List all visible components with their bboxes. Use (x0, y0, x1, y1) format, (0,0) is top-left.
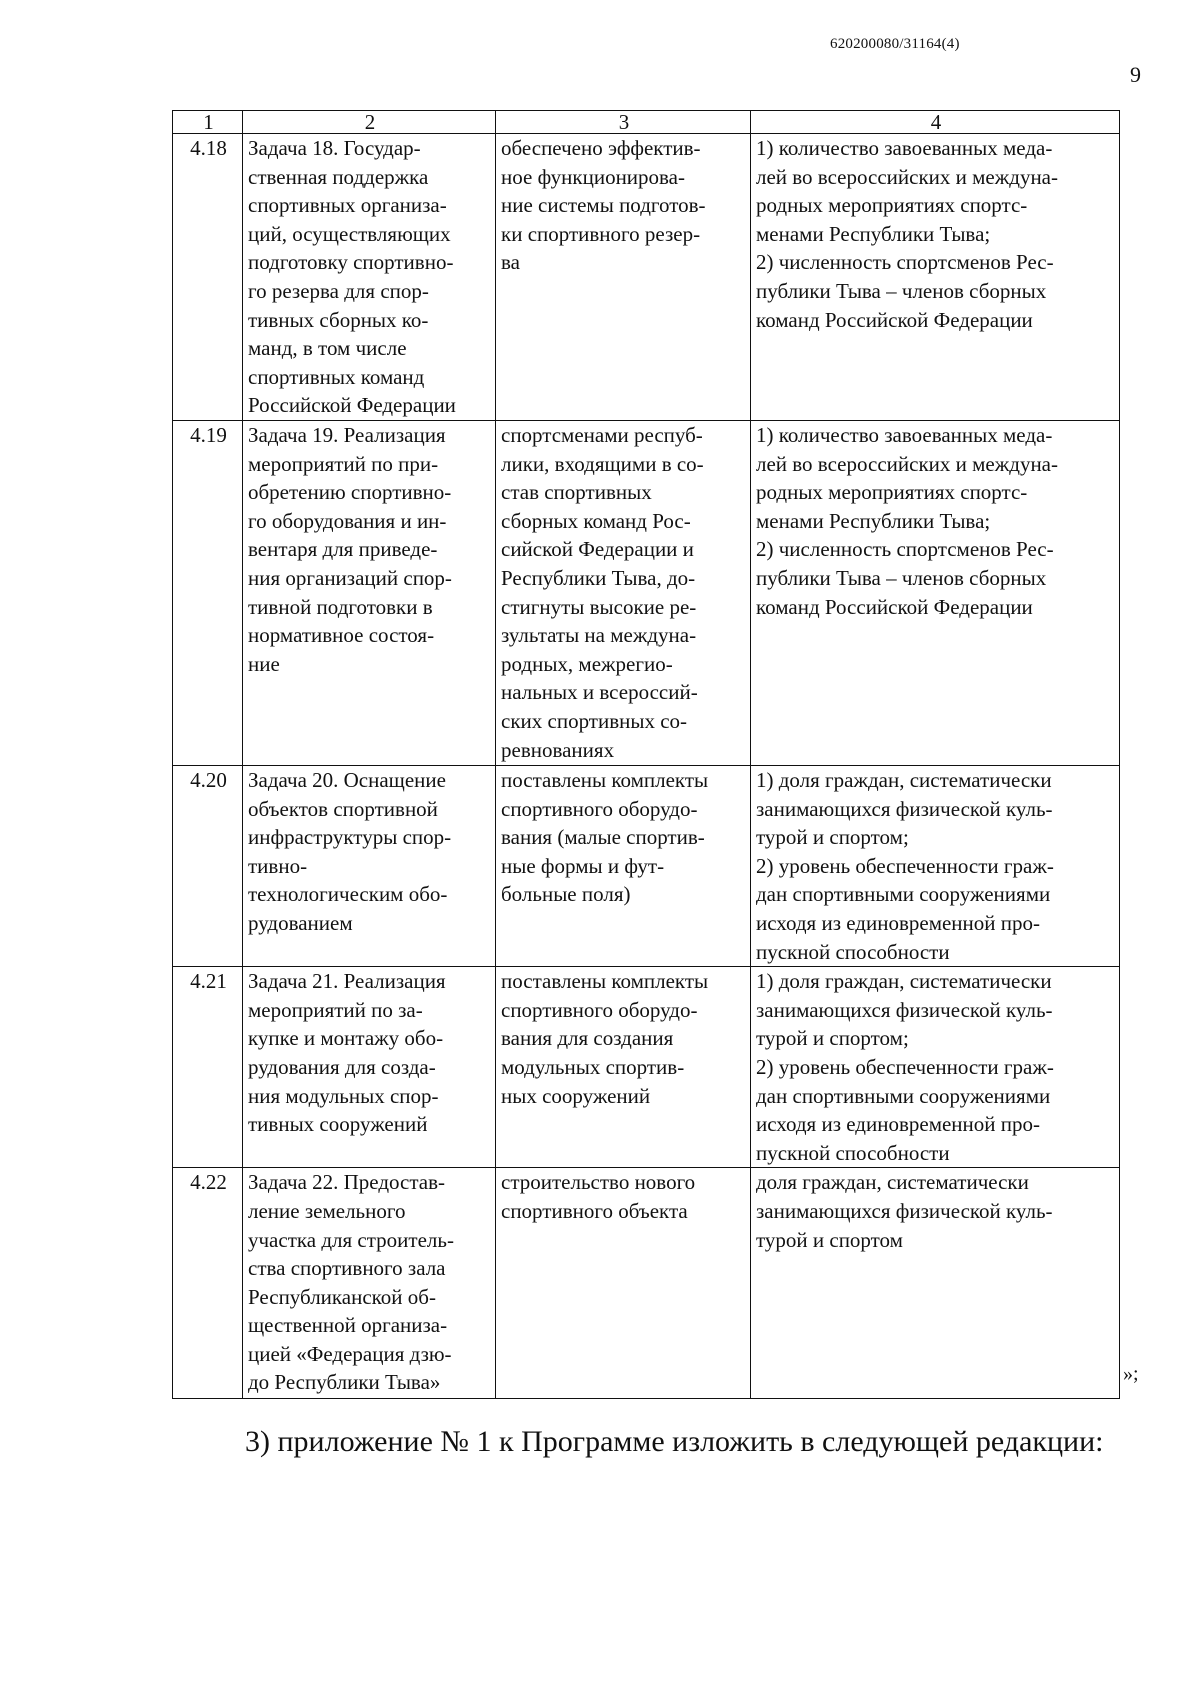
indicator-cell: 1) количество завоеванных меда- лей во всероссийских и междуна- родных мероприятиях спортс- менами Республики Тыва; 2) численность спортсменов Рес- публики Тыва – членов сборных команд Российской Федерации (751, 421, 1120, 766)
document-id: 620200080/31164(4) (830, 36, 960, 52)
closing-quote-mark: »; (1123, 1363, 1139, 1385)
row-number: 4.21 (173, 967, 243, 1168)
indicator-cell: 1) количество завоеванных меда- лей во всероссийских и междуна- родных мероприятиях спортс- менами Республики Тыва; 2) численность спортсменов Рес- публики Тыва – членов сборных команд Российской Федерации (751, 134, 1120, 421)
table-row (173, 967, 1120, 1168)
table-row (173, 134, 1120, 421)
task-cell: Задача 18. Государ- ственная поддержка спортивных организа- ций, осуществляющих подготовку спортивно- го резерва для спор- тивных сборных ко- манд, в том числе спортивных команд Российской Федерации (243, 134, 496, 421)
column-header: 3 (496, 111, 751, 134)
tasks-table (172, 110, 1120, 1399)
task-cell: Задача 20. Оснащение объектов спортивной инфраструктуры спор- тивно- технологическим обо- рудованием (243, 766, 496, 967)
result-cell: спортсменами респуб- лики, входящими в со- став спортивных сборных команд Рос- сийской Федерации и Республики Тыва, до- стигнуты высокие ре- зультаты на междуна- родных, межрегио- нальных и всероссий- ских спортивных со- ревнованиях (496, 421, 751, 766)
result-cell: поставлены комплекты спортивного оборудо- вания для создания модульных спортив- ных сооружений (496, 967, 751, 1168)
task-cell: Задача 21. Реализация мероприятий по за- купке и монтажу обо- рудования для созда- ния модульных спор- тивных сооружений (243, 967, 496, 1168)
row-number: 4.19 (173, 421, 243, 766)
task-cell: Задача 22. Предостав- ление земельного участка для строитель- ства спортивного зала Республиканской об- щественной организа- цией «Федерация дзю- до Республики Тыва» (243, 1168, 496, 1399)
row-number: 4.18 (173, 134, 243, 421)
task-cell: Задача 19. Реализация мероприятий по при- обретению спортивно- го оборудования и ин- вентаря для приведе- ния организаций спор- тивной подготовки в нормативное состоя- ние (243, 421, 496, 766)
result-cell: обеспечено эффектив- ное функционирова- ние системы подготов- ки спортивного резер- ва (496, 134, 751, 421)
result-cell: поставлены комплекты спортивного оборудо- вания (малые спортив- ные формы и фут- больные поля) (496, 766, 751, 967)
row-number: 4.22 (173, 1168, 243, 1399)
instruction-paragraph: 3) приложение № 1 к Программе изложить в следующей редакции: (245, 1425, 1104, 1458)
indicator-cell: 1) доля граждан, систематически занимающихся физической куль- турой и спортом; 2) уровень обеспеченности граж- дан спортивными сооружениями исходя из единовременной про- пускной способности (751, 967, 1120, 1168)
table-header-row (173, 111, 1120, 134)
column-header: 1 (173, 111, 243, 134)
column-header: 2 (243, 111, 496, 134)
column-header: 4 (751, 111, 1120, 134)
table-row (173, 421, 1120, 766)
table-row (173, 766, 1120, 967)
result-cell: строительство нового спортивного объекта (496, 1168, 751, 1399)
page-number: 9 (1130, 62, 1141, 87)
row-number: 4.20 (173, 766, 243, 967)
indicator-cell: 1) доля граждан, систематически занимающихся физической куль- турой и спортом; 2) уровень обеспеченности граж- дан спортивными сооружениями исходя из единовременной про- пускной способности (751, 766, 1120, 967)
table-row (173, 1168, 1120, 1399)
indicator-cell: доля граждан, систематически занимающихся физической куль- турой и спортом (751, 1168, 1120, 1399)
